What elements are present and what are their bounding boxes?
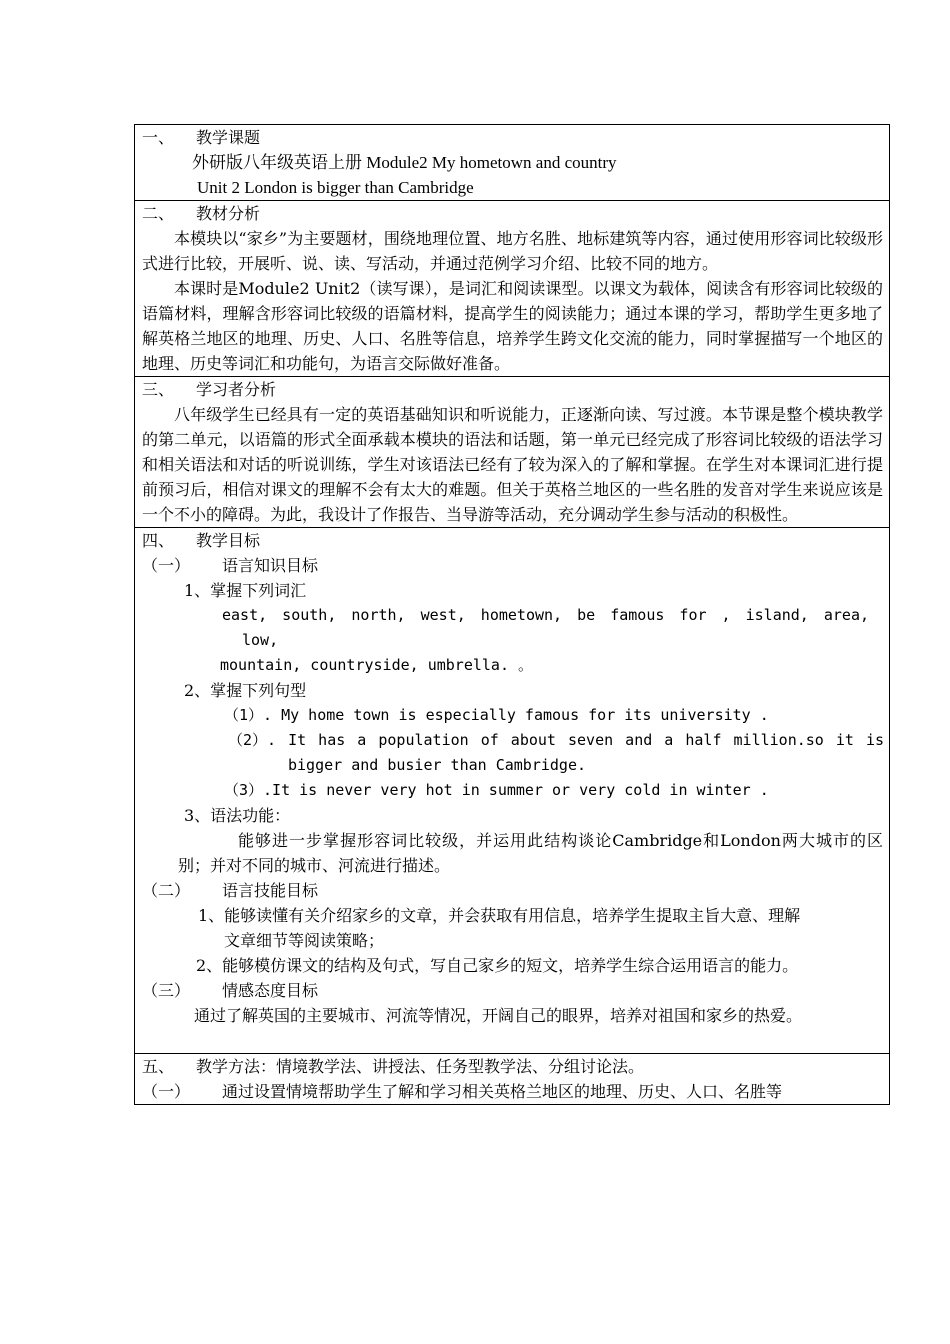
unit-line: Unit 2 London is bigger than Cambridge <box>197 178 474 197</box>
section-learner-analysis <box>135 377 890 528</box>
subsection-heading <box>142 978 883 1003</box>
vocabulary-line: east, south, north, west, hometown, be famous for , island, area, <box>222 606 869 624</box>
section-teaching-objectives <box>135 528 890 1054</box>
section-title: 教材分析 <box>196 204 261 223</box>
skill-goal: 文章细节等阅读策略； <box>224 931 385 950</box>
section-methods-cell <box>135 1054 890 1105</box>
grammar-text: 能够进一步掌握形容词比较级，并运用此结构谈论Cambridge和London两大城市的区别；并对不同的城市、河流进行描述。 <box>178 831 883 875</box>
section-title: 教学课题 <box>196 128 261 147</box>
section-heading <box>142 125 883 150</box>
vocabulary-line: low, <box>242 631 279 649</box>
objective-item: 1、掌握下列词汇 <box>184 581 307 600</box>
section-material-analysis <box>135 201 890 377</box>
subsection-number: （二） <box>142 881 191 900</box>
textbook-line: 外研版八年级英语上册 Module2 My hometown and country <box>192 153 617 172</box>
section-title: 教学目标 <box>196 531 261 550</box>
lesson-plan-table <box>134 124 890 1105</box>
section-number: 一、 <box>142 128 175 147</box>
blank-line <box>142 1028 883 1053</box>
objective-item: 3、语法功能： <box>184 806 291 825</box>
section-topic-cell <box>135 125 890 201</box>
skill-goal: 1、能够读懂有关介绍家乡的文章，并会获取有用信息，培养学生提取主旨大意、理解 <box>198 906 801 925</box>
section-teaching-methods <box>135 1054 890 1105</box>
section-heading <box>142 377 883 402</box>
subsection-title: 语言技能目标 <box>222 881 319 900</box>
section-heading <box>142 201 883 226</box>
subsection-title: 情感态度目标 <box>222 981 319 1000</box>
paragraph: 本课时是Module2 Unit2（读写课），是词汇和阅读课型。以课文为载体，阅读含有形容词比较级的语篇材料，理解含形容词比较级的语篇材料，提高学生的阅读能力；通过本课的学习，帮助学生更多地了解英格兰地区的地理、历史、人口、名胜等信息，培养学生跨文化交流的能力，同时掌握描写一个地区的地理、历史等词汇和功能句，为语言交际做好准备。 <box>142 279 883 373</box>
subsection-title: 语言知识目标 <box>222 556 319 575</box>
sentence-pattern: （1）. My home town is especially famous for its university . <box>224 706 769 724</box>
section-objectives-cell <box>135 528 890 1054</box>
section-number: 五、 <box>142 1057 175 1076</box>
subsection-number: （一） <box>142 556 191 575</box>
section-title: 学习者分析 <box>196 380 277 399</box>
section-number: 三、 <box>142 380 175 399</box>
sentence-pattern: （3）.It is never very hot in summer or very cold in winter . <box>224 781 769 799</box>
objective-item: 2、掌握下列句型 <box>184 681 307 700</box>
sentence-pattern: bigger and busier than Cambridge. <box>288 756 587 774</box>
attitude-goal: 通过了解英国的主要城市、河流等情况，开阔自己的眼界，培养对祖国和家乡的热爱。 <box>194 1006 803 1025</box>
subsection-heading <box>142 878 883 903</box>
section-number: 四、 <box>142 531 175 550</box>
sentence-pattern: （2）. It has a population of about seven and a half million.so it is <box>228 731 884 749</box>
section-material-cell <box>135 201 890 377</box>
section-number: 二、 <box>142 204 175 223</box>
section-learner-cell <box>135 377 890 528</box>
section-title: 教学方法：情境教学法、讲授法、任务型教学法、分组讨论法。 <box>196 1057 645 1076</box>
paragraph: 本模块以“家乡”为主要题材，围绕地理位置、地方名胜、地标建筑等内容，通过使用形容词比较级形式进行比较，开展听、说、读、写活动，并通过范例学习介绍、比较不同的地方。 <box>142 229 883 273</box>
vocabulary-line: mountain, countryside, umbrella. 。 <box>220 656 534 674</box>
subsection-number: （三） <box>142 981 191 1000</box>
subsection-number: （一） <box>142 1082 191 1101</box>
paragraph: 八年级学生已经具有一定的英语基础知识和听说能力，正逐渐向读、写过渡。本节课是整个模块教学的第二单元，以语篇的形式全面承载本模块的语法和话题，第一单元已经完成了形容词比较级的语法学习和相关语法和对话的听说训练，学生对该语法已经有了较为深入的了解和掌握。在学生对本课词汇进行提前预习后，相信对课文的理解不会有太大的难题。但关于英格兰地区的一些名胜的发音对学生来说应该是一个不小的障碍。为此，我设计了作报告、当导游等活动，充分调动学生参与活动的积极性。 <box>142 405 883 524</box>
skill-goal: 2、能够模仿课文的结构及句式，写自己家乡的短文，培养学生综合运用语言的能力。 <box>196 956 799 975</box>
subsection-heading <box>142 1079 883 1104</box>
section-heading <box>142 528 883 553</box>
section-heading <box>142 1054 883 1079</box>
subsection-heading <box>142 553 883 578</box>
subsection-text: 通过设置情境帮助学生了解和学习相关英格兰地区的地理、历史、人口、名胜等 <box>222 1082 783 1101</box>
section-topic <box>135 125 890 201</box>
